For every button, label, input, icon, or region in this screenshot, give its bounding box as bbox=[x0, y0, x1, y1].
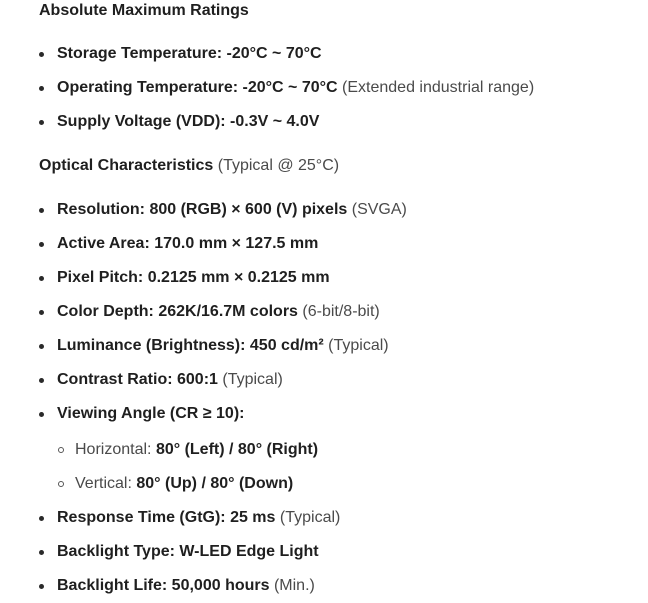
sub-list-item-text bbox=[75, 474, 293, 494]
list-item-label: Pixel Pitch: 0.2125 mm × 0.2125 mm bbox=[57, 269, 330, 286]
bullet-icon bbox=[39, 86, 44, 91]
list-item-label: Color Depth: 262K/16.7M colors bbox=[57, 303, 298, 320]
list-item-label: Resolution: 800 (RGB) × 600 (V) pixels bbox=[57, 201, 348, 218]
list-item-label: Backlight Life: 50,000 hours bbox=[57, 577, 270, 594]
sub-list-item-text bbox=[75, 440, 318, 460]
list-item-label: Backlight Type: W-LED Edge Light bbox=[57, 543, 319, 560]
bullet-icon bbox=[39, 516, 44, 521]
bullet-icon bbox=[39, 412, 44, 417]
list-item-text bbox=[57, 44, 322, 64]
list-item-label: Supply Voltage (VDD): -0.3V ~ 4.0V bbox=[57, 113, 320, 130]
list-item-label: Viewing Angle (CR ≥ 10): bbox=[57, 405, 245, 422]
list-item-label: Operating Temperature: -20°C ~ 70°C bbox=[57, 79, 338, 96]
list-item-text bbox=[57, 78, 534, 98]
bullet-icon bbox=[39, 242, 44, 247]
hollow-bullet-icon bbox=[58, 447, 64, 453]
section-heading-note: (Typical @ 25°C) bbox=[217, 157, 340, 174]
list-item-text bbox=[57, 336, 389, 356]
bullet-icon bbox=[39, 276, 44, 281]
list-item-label: Response Time (GtG): 25 ms bbox=[57, 509, 276, 526]
section-heading-absolute-maximum-ratings bbox=[39, 1, 249, 21]
list-item-label: Luminance (Brightness): 450 cd/m² bbox=[57, 337, 324, 354]
list-item-note: (Typical) bbox=[328, 337, 389, 354]
sub-list-item-prefix: Vertical: bbox=[75, 475, 132, 492]
section-heading-optical-characteristics bbox=[39, 156, 339, 176]
list-item-label: Contrast Ratio: 600:1 bbox=[57, 371, 218, 388]
sub-list-item-prefix: Horizontal: bbox=[75, 441, 152, 458]
bullet-icon bbox=[39, 584, 44, 589]
hollow-bullet-icon bbox=[58, 481, 64, 487]
list-item-text bbox=[57, 576, 315, 596]
section-heading-text: Optical Characteristics bbox=[39, 157, 214, 174]
list-item-text bbox=[57, 508, 340, 528]
bullet-icon bbox=[39, 344, 44, 349]
list-item-note: (6-bit/8-bit) bbox=[302, 303, 380, 320]
list-item-note: (Extended industrial range) bbox=[342, 79, 535, 96]
list-item-note: (Min.) bbox=[273, 577, 315, 594]
list-item-text bbox=[57, 112, 319, 132]
list-item-label: Active Area: 170.0 mm × 127.5 mm bbox=[57, 235, 319, 252]
bullet-icon bbox=[39, 120, 44, 125]
bullet-icon bbox=[39, 208, 44, 213]
list-item-text bbox=[57, 268, 330, 288]
list-item-note: (Typical) bbox=[222, 371, 283, 388]
list-item-text bbox=[57, 302, 380, 322]
bullet-icon bbox=[39, 52, 44, 57]
bullet-icon bbox=[39, 310, 44, 315]
list-item-text bbox=[57, 234, 318, 254]
sub-list-item-value: 80° (Left) / 80° (Right) bbox=[155, 441, 319, 458]
section-heading-text: Absolute Maximum Ratings bbox=[39, 2, 249, 19]
list-item-note: (SVGA) bbox=[351, 201, 407, 218]
list-item-note: (Typical) bbox=[279, 509, 341, 526]
list-item-label: Storage Temperature: -20°C ~ 70°C bbox=[57, 45, 322, 62]
sub-list-item-value: 80° (Up) / 80° (Down) bbox=[136, 475, 294, 492]
list-item-text bbox=[57, 370, 283, 390]
list-item-text bbox=[57, 542, 319, 562]
bullet-icon bbox=[39, 550, 44, 555]
list-item-text bbox=[57, 404, 244, 424]
bullet-icon bbox=[39, 378, 44, 383]
list-item-text bbox=[57, 200, 407, 220]
